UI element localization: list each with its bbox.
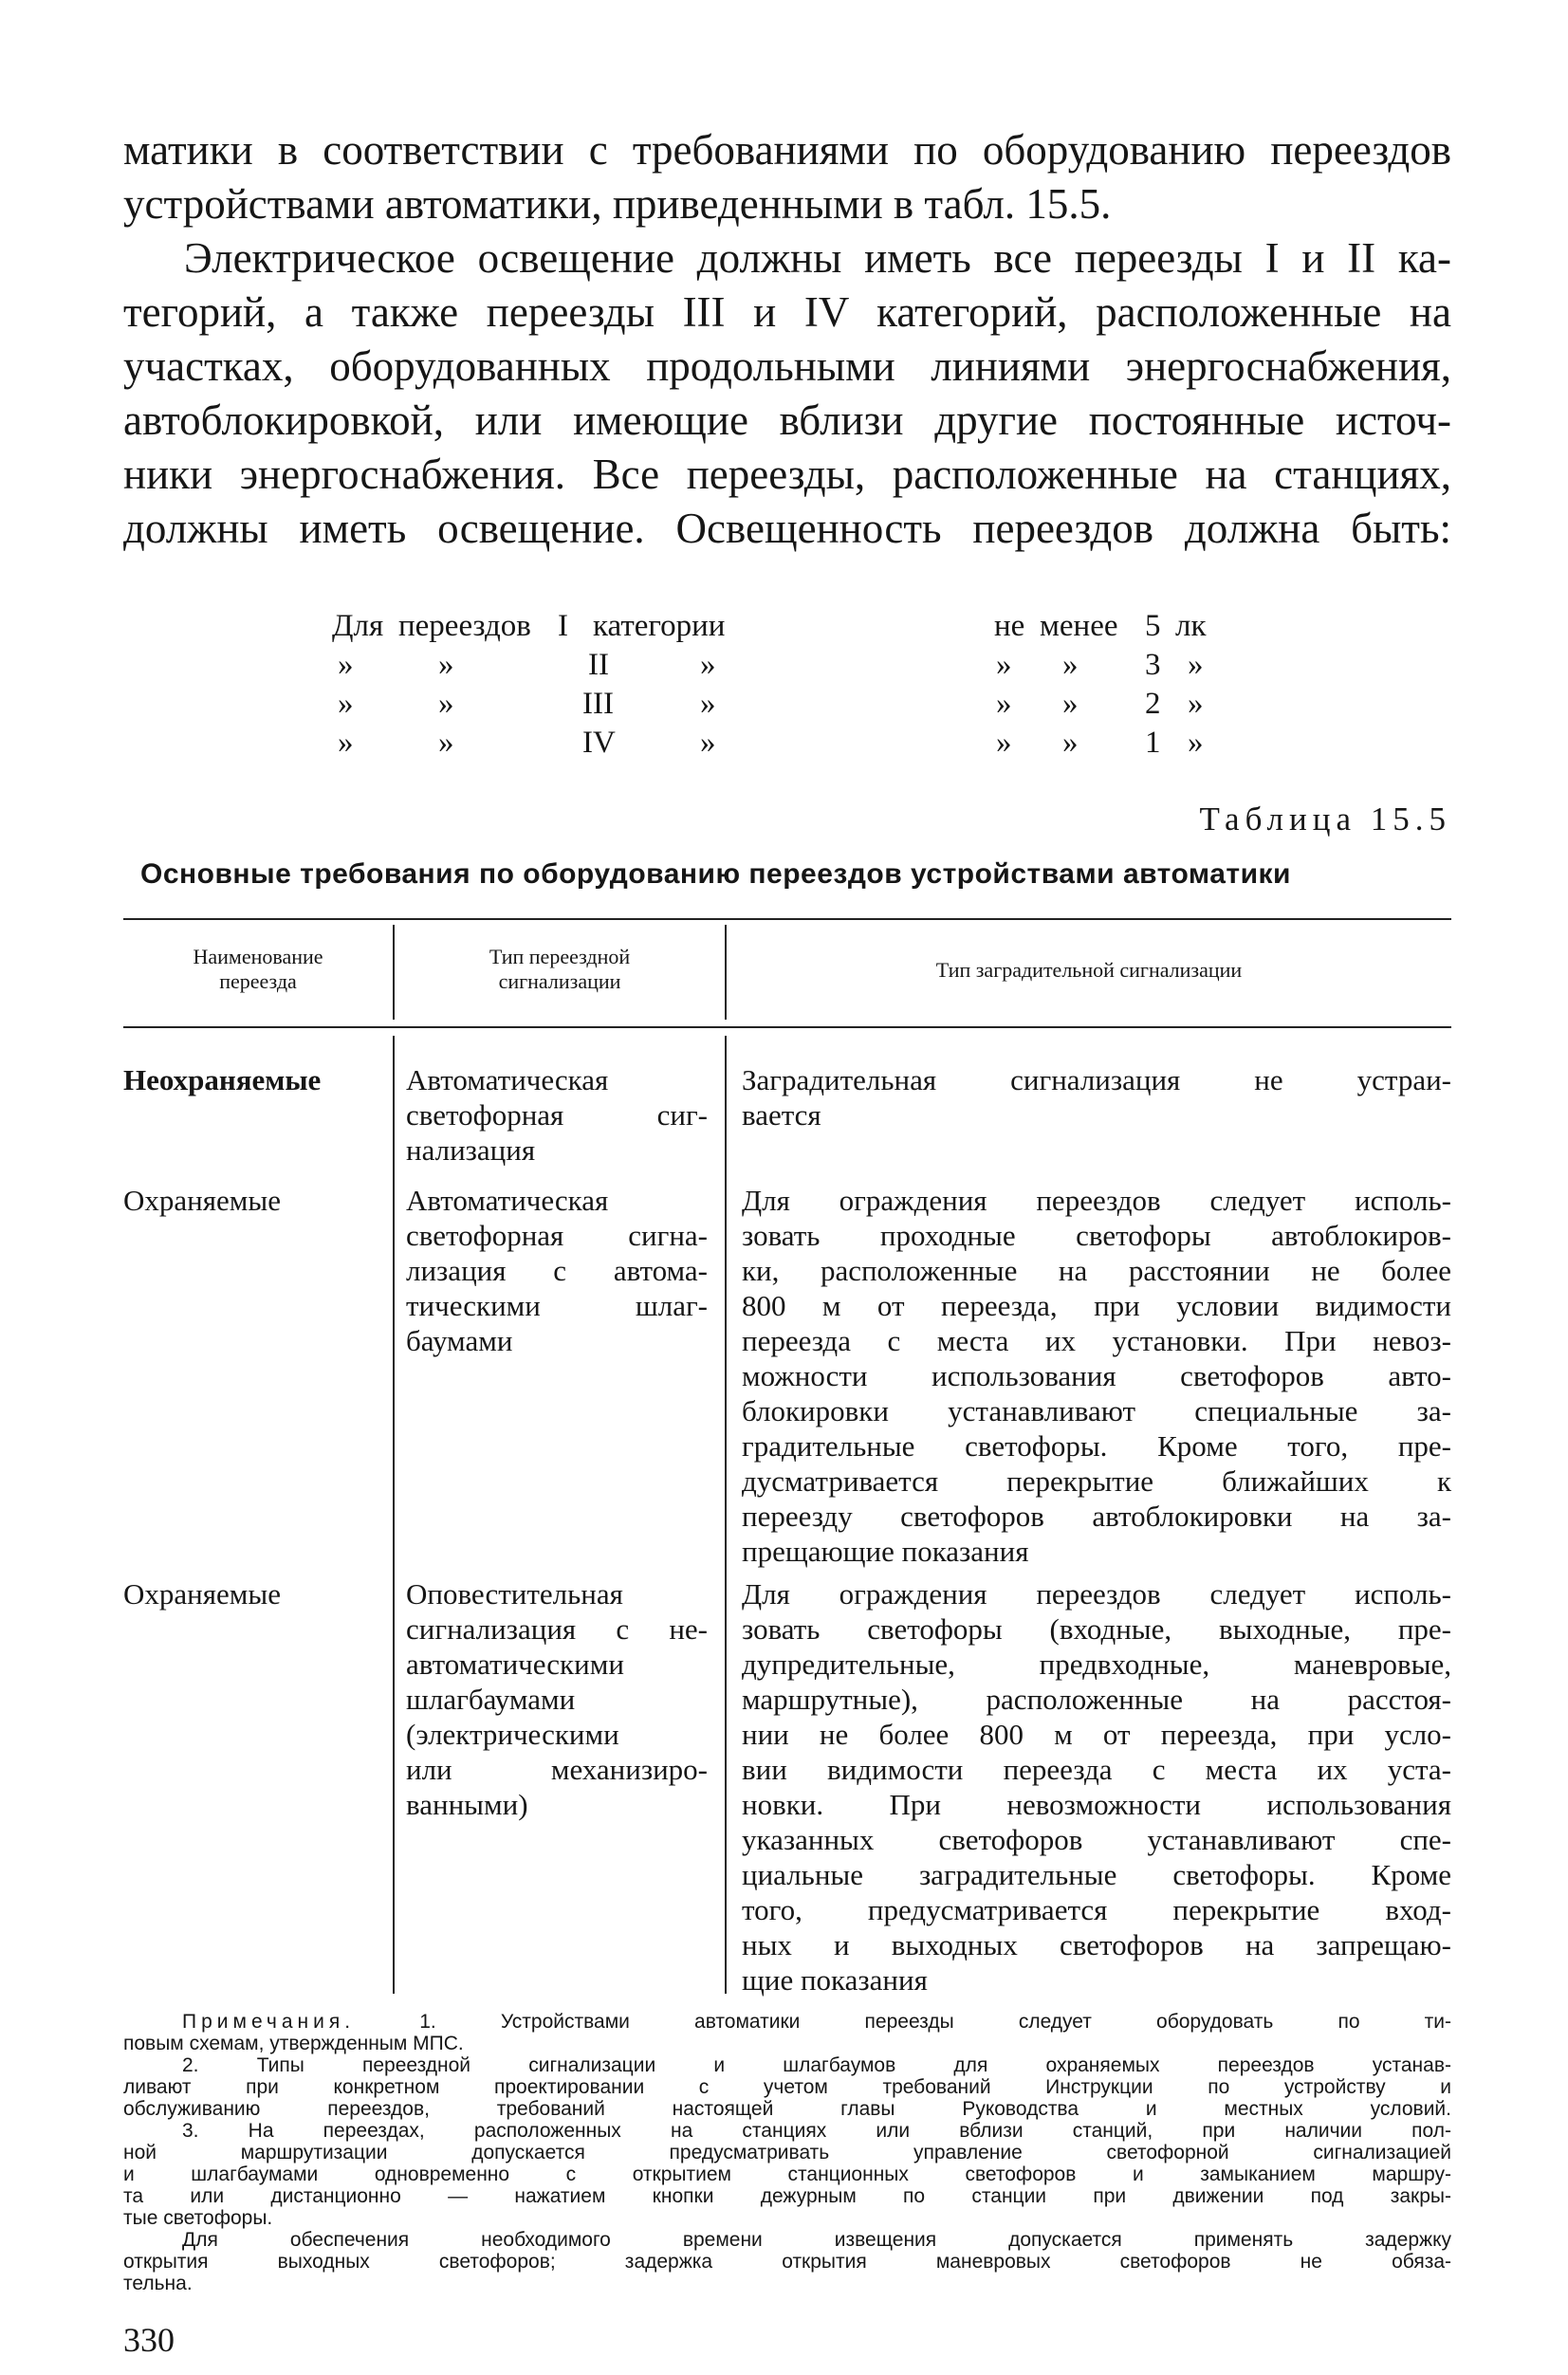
- illum-c: »: [996, 726, 1012, 760]
- cell-line: ных и выходных светофоров на запрещаю-: [742, 1928, 1451, 1961]
- cell-line: Автоматическая: [406, 1063, 609, 1096]
- column-header-barrier: Тип заградительной сигнализации: [935, 958, 1243, 982]
- text-line: ники энергоснабжения. Все переезды, расположенные на станциях,: [123, 451, 1451, 498]
- cell-line: Для ограждения переездов следует исполь-: [742, 1184, 1451, 1217]
- illum-c: не: [994, 609, 1025, 643]
- illum-d: »: [1062, 687, 1079, 721]
- note-line: повым схемам, утвержденным МПС.: [123, 2033, 464, 2054]
- cell-line: новки. При невозможности использования: [742, 1788, 1451, 1821]
- text-line: тегорий, а также переезды III и IV категорий, расположенные на: [123, 288, 1451, 336]
- illum-c: »: [996, 648, 1012, 682]
- cell-line: указанных светофоров устанавливают спе-: [742, 1823, 1451, 1856]
- illum-unit: »: [1188, 726, 1204, 760]
- header-line: переезда: [219, 969, 297, 993]
- cell-line: лизация с автома-: [406, 1254, 708, 1287]
- illum-category: III: [582, 687, 614, 721]
- note-2: [123, 2054, 1451, 2120]
- note-line: и шлагбаумами одновременно с открытием станционных светофоров и замыканием маршру-: [123, 2163, 1451, 2185]
- illum-category: I: [558, 609, 568, 643]
- text-line: участках, оборудованных продольными линиями энергоснабжения,: [123, 342, 1451, 390]
- illum-value: 5: [1145, 609, 1161, 643]
- illumination-row: [123, 724, 1451, 763]
- cell-line: переезду светофоров автоблокировки на за-: [742, 1500, 1451, 1533]
- text-line: матики в соответствии с требованиями по оборудованию переездов: [123, 126, 1451, 174]
- cell-line: Оповестительная: [406, 1577, 623, 1611]
- cell-line: дупредительные, предвходные, маневровые,: [742, 1648, 1451, 1681]
- illumination-row: [123, 685, 1451, 724]
- header-line: Наименование: [193, 945, 323, 968]
- note-line: 2. Типы переездной сигнализации и шлагбаумов для охраняемых переездов устанав-: [182, 2054, 1451, 2076]
- notes-label: Примечания.: [182, 2011, 356, 2033]
- cell-line: нализация: [406, 1133, 536, 1167]
- cell-line: щие показания: [742, 1963, 928, 1997]
- note-line: 3. На переездах, расположенных на станциях или вблизи станций, при наличии пол-: [182, 2120, 1451, 2142]
- table-top-rule: [123, 918, 1451, 920]
- illum-b: »: [438, 648, 454, 682]
- cell-line: переезда с места их установки. При невоз-: [742, 1324, 1451, 1357]
- row-name: Неохраняемые: [123, 1063, 322, 1096]
- illumination-row: [123, 646, 1451, 685]
- cell-line: дусматривается перекрытие ближайших к: [742, 1464, 1451, 1498]
- cell-line: сигнализация с не-: [406, 1612, 708, 1646]
- note-line: [123, 2011, 1451, 2033]
- illumination-list: [123, 607, 1451, 763]
- header-line: Тип переездной: [489, 945, 631, 968]
- illum-word: категории: [593, 609, 726, 643]
- cell-line: Для ограждения переездов следует исполь-: [742, 1577, 1451, 1611]
- illum-word: »: [700, 687, 716, 721]
- cell-line: блокировки устанавливают специальные за-: [742, 1394, 1451, 1427]
- illum-category: II: [588, 648, 609, 682]
- illum-c: »: [996, 687, 1012, 721]
- illum-d: »: [1062, 648, 1079, 682]
- cell-line: светофорная сигна-: [406, 1219, 708, 1252]
- cell-line: баумами: [406, 1324, 513, 1357]
- cell-line: прещающие показания: [742, 1535, 1029, 1568]
- cell-line: автоматическими: [406, 1648, 624, 1681]
- illum-d: »: [1062, 726, 1079, 760]
- illum-word: »: [700, 726, 716, 760]
- illum-b: »: [438, 726, 454, 760]
- note-line: открытия выходных светофоров; задержка открытия маневровых светофоров не обяза-: [123, 2251, 1451, 2273]
- cell-line: Заградительная сигнализация не устраи-: [742, 1063, 1451, 1096]
- row-signal-type: [406, 1062, 708, 1168]
- page-number: 330: [123, 2321, 175, 2359]
- illumination-row: [123, 607, 1451, 646]
- column-header-type: [395, 945, 725, 994]
- illum-a: »: [338, 687, 354, 721]
- cell-line: светофорная сиг-: [406, 1098, 708, 1132]
- illum-unit: »: [1188, 687, 1204, 721]
- note-line: тые светофоры.: [123, 2207, 273, 2229]
- cell-line: можности использования светофоров авто-: [742, 1359, 1451, 1392]
- row-barrier: [742, 1576, 1451, 1998]
- intro-paragraph: [123, 123, 1451, 231]
- illum-unit: »: [1188, 648, 1204, 682]
- row-signal-type: [406, 1183, 708, 1358]
- cell-line: тическими шлаг-: [406, 1289, 708, 1322]
- note-line: обслуживанию переездов, требований настоящей главы Руководства и местных условий.: [123, 2098, 1451, 2120]
- row-signal-type: [406, 1576, 708, 1822]
- cell-line: Автоматическая: [406, 1184, 609, 1217]
- note-line: та или дистанционно — нажатием кнопки дежурным по станции при движении под закры-: [123, 2185, 1451, 2207]
- cell-line: того, предусматривается перекрытие вход-: [742, 1893, 1451, 1926]
- table-title: Основные требования по оборудованию переездов устройствами автоматики: [140, 858, 1291, 890]
- table-notes: [123, 2011, 1451, 2294]
- cell-line: вии видимости переезда с места их уста-: [742, 1753, 1451, 1786]
- illum-a: »: [338, 648, 354, 682]
- column-divider: [725, 1036, 727, 1994]
- illum-b: переездов: [398, 609, 531, 643]
- cell-line: вается: [742, 1098, 821, 1132]
- note-1: [123, 2011, 1451, 2054]
- cell-line: зовать проходные светофоры автоблокиров-: [742, 1219, 1451, 1252]
- table-label: Таблица 15.5: [1199, 801, 1451, 838]
- text-line: автоблокировкой, или имеющие вблизи другие постоянные источ-: [123, 396, 1451, 444]
- text-line: должны иметь освещение. Освещенность переездов должна быть:: [123, 505, 1451, 552]
- cell-line: нии не более 800 м от переезда, при усло-: [742, 1718, 1451, 1751]
- table-header-rule: [123, 1026, 1451, 1028]
- illum-a: »: [338, 726, 354, 760]
- page: [123, 123, 1451, 2359]
- note-line: Для обеспечения необходимого времени извещения допускается применять задержку: [182, 2229, 1451, 2251]
- note-3: [123, 2120, 1451, 2229]
- illum-b: »: [438, 687, 454, 721]
- row-name: Охраняемые: [123, 1577, 281, 1611]
- cell-line: ванными): [406, 1788, 528, 1821]
- illum-d: менее: [1040, 609, 1118, 643]
- cell-line: шлагбаумами: [406, 1683, 576, 1716]
- row-name: Охраняемые: [123, 1184, 281, 1217]
- note-4: [123, 2229, 1451, 2294]
- cell-line: градительные светофоры. Кроме того, пре-: [742, 1429, 1451, 1463]
- cell-line: (электрическими: [406, 1718, 619, 1751]
- header-line: сигнализации: [498, 969, 621, 993]
- cell-line: или механизиро-: [406, 1753, 708, 1786]
- text-line: устройствами автоматики, приведенными в табл. 15.5.: [123, 180, 1112, 228]
- row-barrier: [742, 1062, 1451, 1132]
- cell-line: циальные заградительные светофоры. Кроме: [742, 1858, 1451, 1891]
- cell-line: зовать светофоры (входные, выходные, пре-: [742, 1612, 1451, 1646]
- note-text: 1. Устройствами автоматики переезды следует оборудовать по ти-: [419, 2011, 1451, 2033]
- illum-word: »: [700, 648, 716, 682]
- column-divider: [393, 1036, 395, 1994]
- note-line: ной маршрутизации допускается предусматривать управление светофорной сигнализацией: [123, 2142, 1451, 2163]
- lighting-paragraph: [123, 231, 1451, 556]
- text-line: Электрическое освещение должны иметь все переезды I и II ка-: [184, 234, 1451, 282]
- column-header-name: [123, 945, 393, 994]
- note-line: тельна.: [123, 2273, 193, 2294]
- illum-category: IV: [582, 726, 616, 760]
- cell-line: ки, расположенные на расстоянии не более: [742, 1254, 1451, 1287]
- row-barrier: [742, 1183, 1451, 1569]
- note-line: ливают при конкретном проектировании с учетом требований Инструкции по устройству и: [123, 2076, 1451, 2098]
- cell-line: 800 м от переезда, при условии видимости: [742, 1289, 1451, 1322]
- illum-value: 2: [1145, 687, 1161, 721]
- illum-unit: лк: [1175, 609, 1207, 643]
- cell-line: маршрутные), расположенные на расстоя-: [742, 1683, 1451, 1716]
- illum-value: 1: [1145, 726, 1161, 760]
- illum-value: 3: [1145, 648, 1161, 682]
- illum-a: Для: [332, 609, 384, 643]
